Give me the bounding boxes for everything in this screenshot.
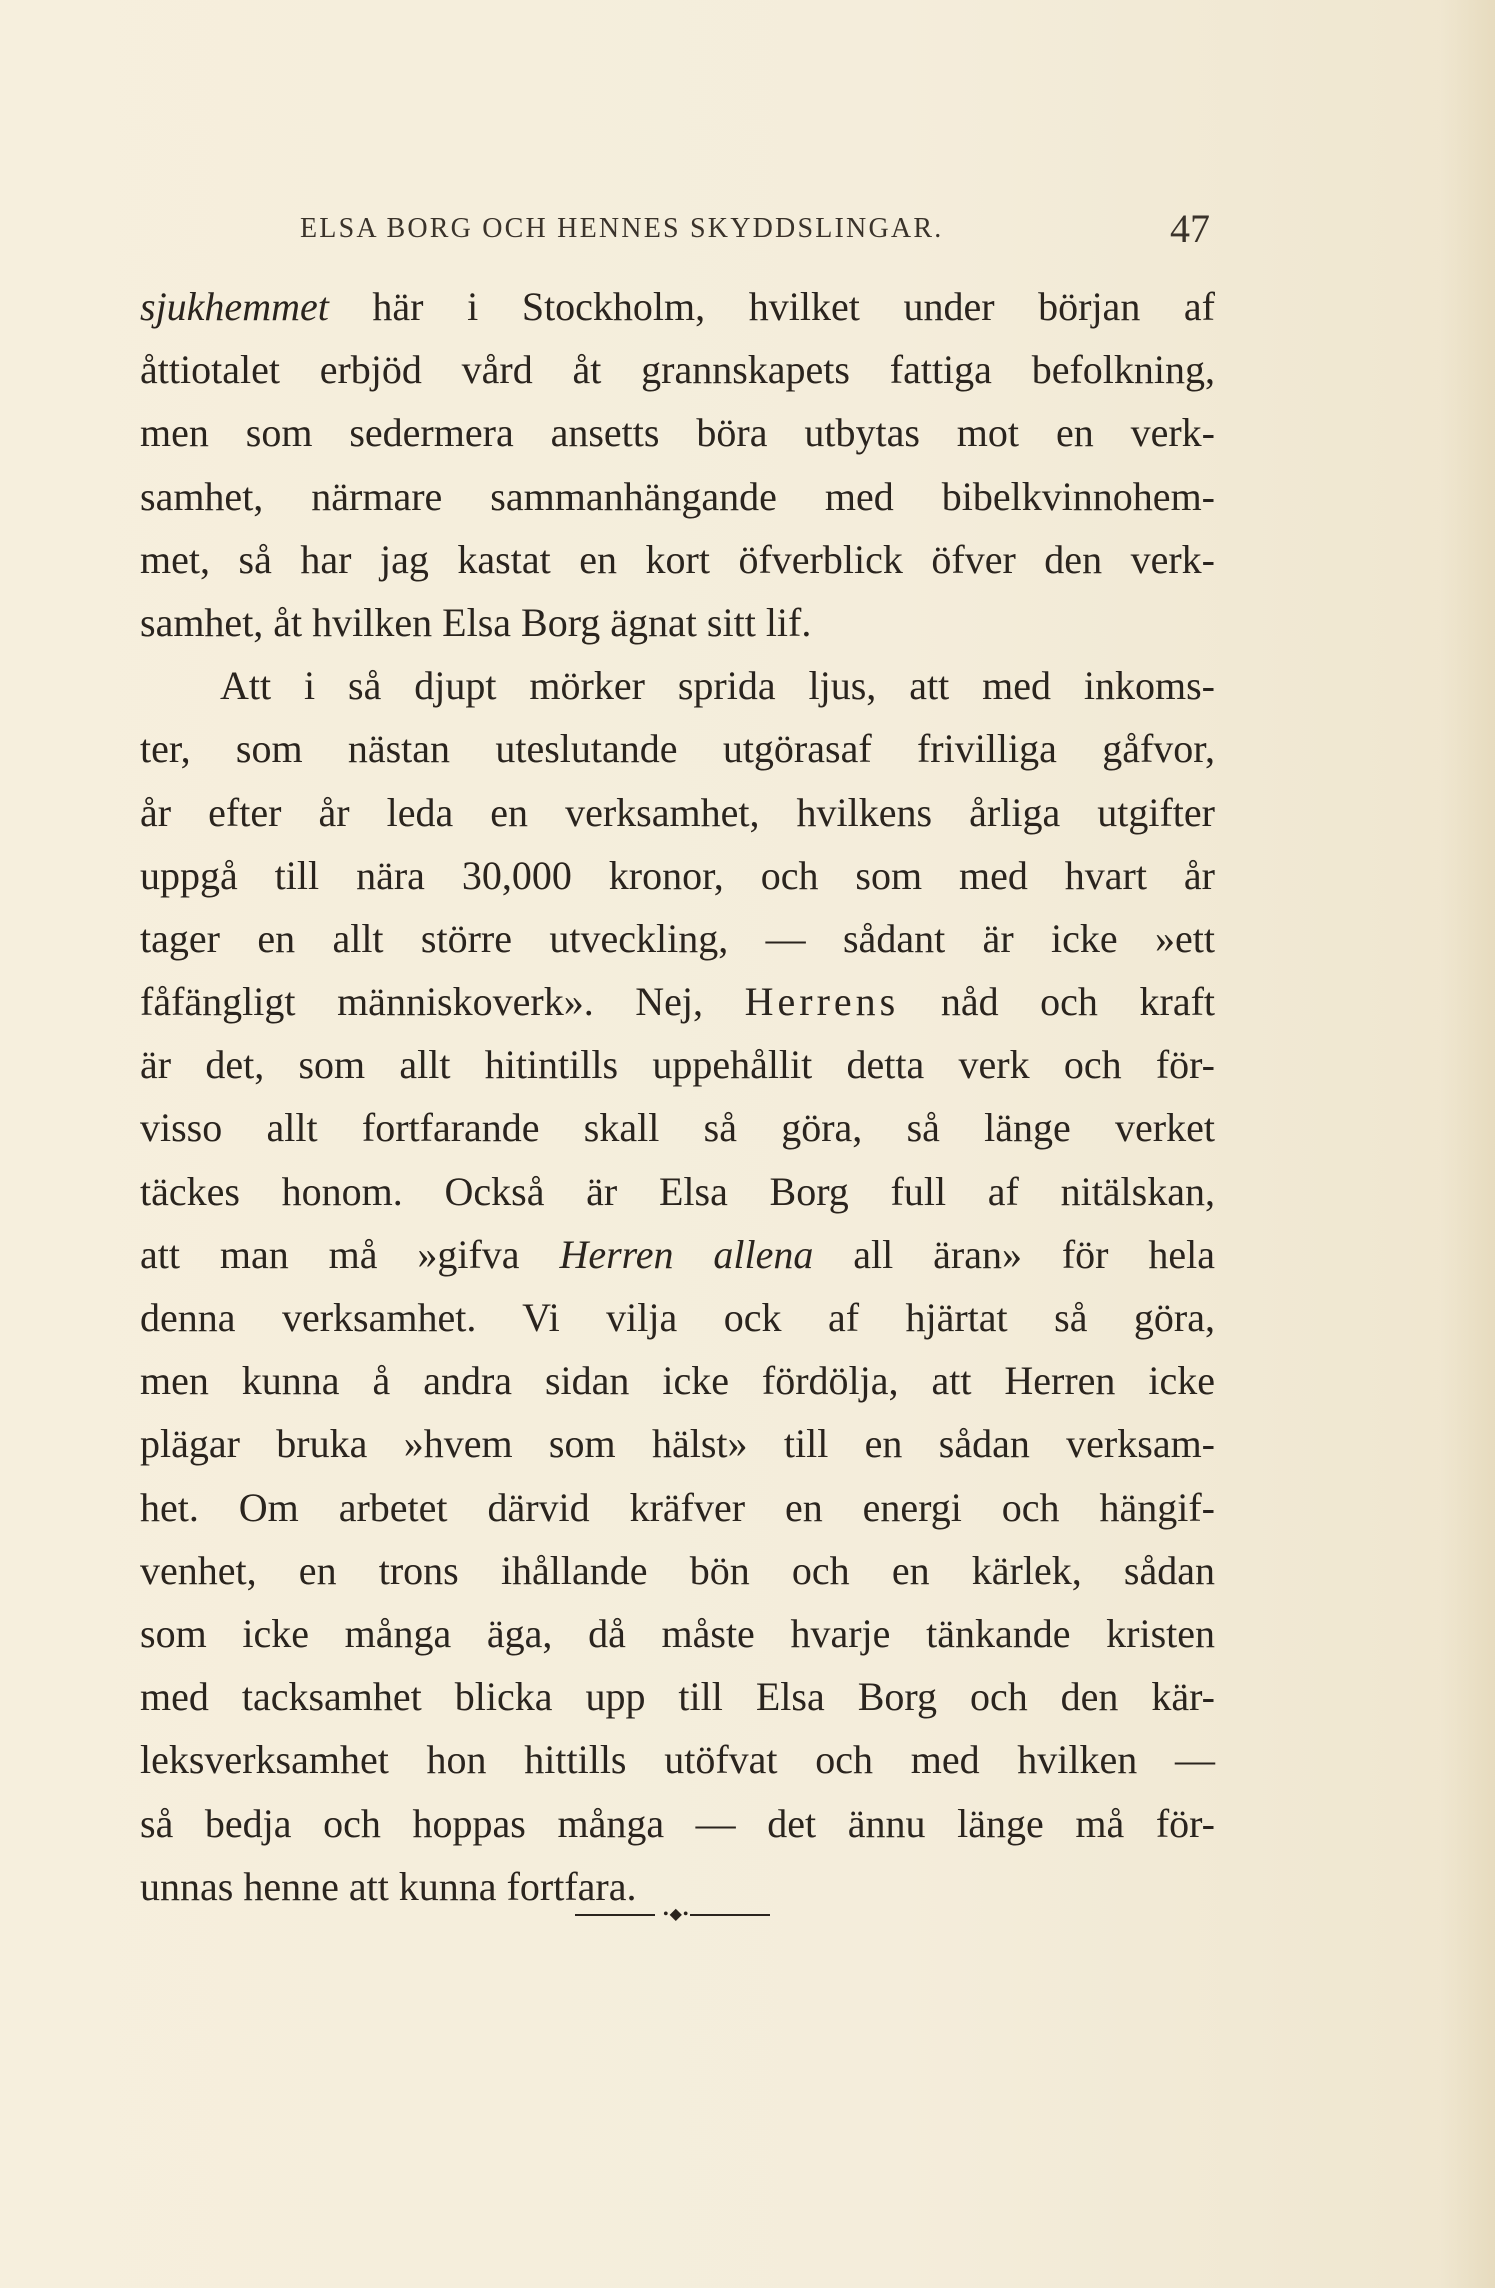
text-line: åttiotalet erbjöd vård åt grannskapets fattiga befolkning, (140, 347, 1215, 393)
running-title: ELSA BORG OCH HENNES SKYDDSLINGAR. (300, 213, 944, 244)
text-line: ter, som nästan uteslutande utgörasaf frivilliga gåfvor, (140, 726, 1215, 772)
text-line: leksverksamhet hon hittills utöfvat och med hvilken — (140, 1737, 1215, 1783)
page-edge-shadow (1440, 0, 1495, 2288)
text-line: år efter år leda en verksamhet, hvilkens årliga utgifter (140, 789, 1215, 835)
text-line: är det, som allt hitintills uppehållit detta verk och för- (140, 1042, 1215, 1088)
body-text (140, 275, 1215, 1918)
ornament-diamond-icon: •◆• (663, 1906, 690, 1923)
running-head (300, 205, 1220, 255)
text-line (140, 275, 1215, 338)
text-line: plägar bruka »hvem som hälst» till en sådan verksam- (140, 1421, 1215, 1467)
ornament-rule-left (575, 1914, 655, 1916)
text-line: som icke många äga, då måste hvarje tänkande kristen (140, 1610, 1215, 1656)
text-line: men kunna å andra sidan icke fördölja, att Herren icke (140, 1358, 1215, 1404)
text-line: täckes honom. Också är Elsa Borg full af nitälskan, (140, 1168, 1215, 1214)
text-line: venhet, en trons ihållande bön och en kärlek, sådan (140, 1547, 1215, 1593)
spaced-word: Herrens (744, 979, 900, 1025)
text-line (140, 1223, 1215, 1286)
text-line: uppgå till nära 30,000 kronor, och som med hvart år (140, 852, 1215, 898)
paragraph-start-line: Att i så djupt mörker sprida ljus, att med inkoms- (220, 663, 1215, 709)
text-segment: nåd och kraft (899, 979, 1215, 1025)
text-line (140, 970, 1215, 1033)
text-line: med tacksamhet blicka upp till Elsa Borg och den kär- (140, 1674, 1215, 1720)
text-line: så bedja och hoppas många — det ännu länge må för- (140, 1800, 1215, 1846)
text-segment: att man må »gifva (140, 1231, 560, 1277)
text-line: met, så har jag kastat en kort öfverblick öfver den verk- (140, 536, 1215, 582)
text-line: het. Om arbetet därvid kräfver en energi och hängif- (140, 1484, 1215, 1530)
text-segment: all äran» för hela (813, 1231, 1215, 1277)
text-segment: här i Stockholm, hvilket under början af (328, 284, 1215, 329)
text-line: tager en allt större utveckling, — sådant är icke »ett (140, 915, 1215, 961)
section-ornament (575, 1905, 770, 1925)
page-number: 47 (1170, 206, 1210, 251)
italic-phrase: Herren allena (559, 1231, 814, 1277)
text-line: samhet, närmare sammanhängande med bibelkvinnohem- (140, 473, 1215, 519)
text-line: samhet, åt hvilken Elsa Borg ägnat sitt lif. (140, 599, 812, 645)
italic-word: sjukhemmet (140, 284, 329, 329)
text-line: denna verksamhet. Vi vilja ock af hjärtat så göra, (140, 1295, 1215, 1340)
text-line: unnas henne att kunna fortfara. (140, 1863, 637, 1909)
text-line: visso allt fortfarande skall så göra, så länge verket (140, 1105, 1215, 1151)
text-line: men som sedermera ansetts böra utbytas mot en verk- (140, 410, 1215, 456)
text-segment: fåfängligt människoverk». Nej, (140, 979, 745, 1025)
ornament-rule-right (690, 1914, 770, 1916)
